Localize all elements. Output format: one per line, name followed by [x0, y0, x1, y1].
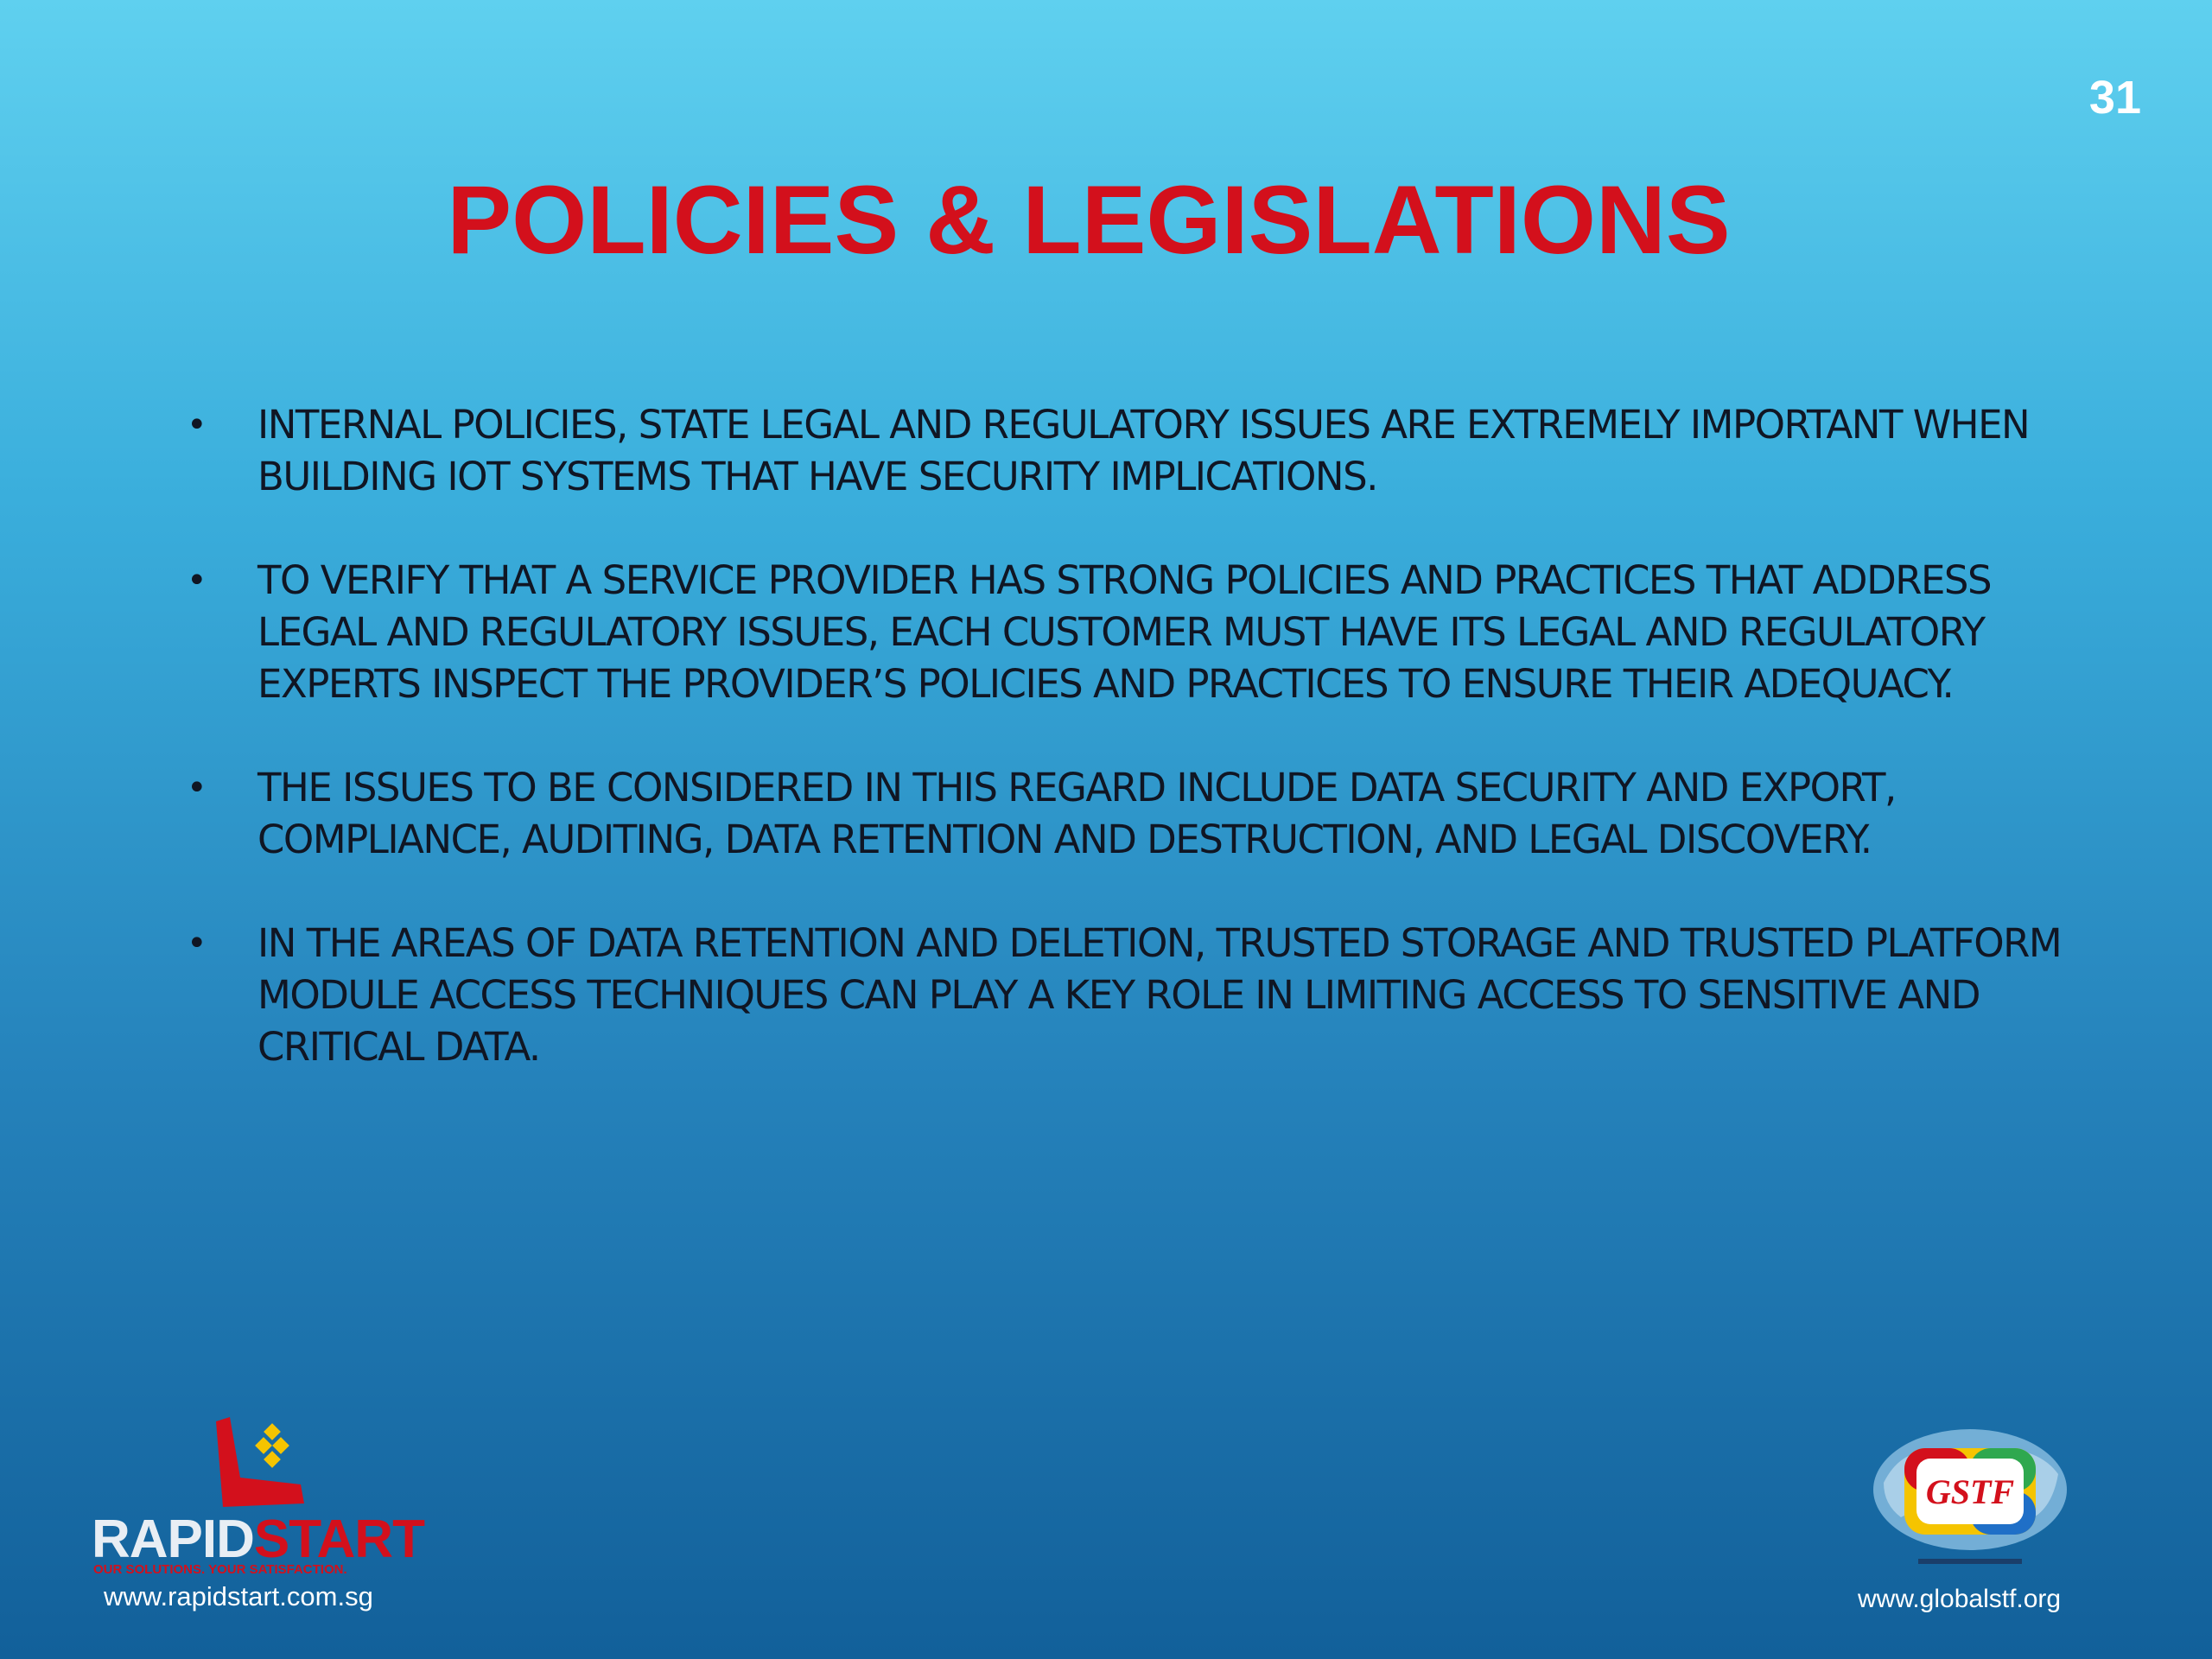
slide-number: 31 — [2088, 72, 2141, 124]
slide-title: POLICIES & LEGISLATIONS — [447, 166, 1731, 274]
rapidstart-logo — [86, 1417, 423, 1624]
bullet-item — [181, 762, 2091, 866]
rapidstart-mark-icon — [207, 1417, 311, 1512]
gstf-wordmark: GSTF — [1925, 1472, 2015, 1511]
gstf-globe-icon — [1866, 1422, 2074, 1578]
rapidstart-wordmark-part1: RAPID — [92, 1510, 254, 1569]
bullet-list — [181, 399, 2091, 1125]
bullet-text: THE ISSUES TO BE CONSIDERED IN THIS REGARD INCLUDE DATA SECURITY AND EXPORT, COMPLIANCE, AUDITING, DATA RETENTION AND DESTRUCTION, AND LEGAL DISCOVERY. — [257, 765, 1896, 862]
rapidstart-tagline: OUR SOLUTIONS. YOUR SATISFACTION. — [93, 1562, 347, 1577]
gstf-url: www.globalstf.org — [1858, 1585, 2062, 1613]
rapidstart-url: www.rapidstart.com.sg — [104, 1581, 373, 1611]
bullet-icon: • — [187, 561, 207, 601]
bullet-text: IN THE AREAS OF DATA RETENTION AND DELETION, TRUSTED STORAGE AND TRUSTED PLATFORM MODULE ACCESS TECHNIQUES CAN PLAY A KEY ROLE IN LIMITING ACCESS TO SENSITIVE AND CRITICAL DATA. — [257, 920, 2062, 1070]
bullet-icon: • — [187, 768, 207, 808]
bullet-text: INTERNAL POLICIES, STATE LEGAL AND REGULATORY ISSUES ARE EXTREMELY IMPORTANT WHEN BUILDING IOT SYSTEMS THAT HAVE SECURITY IMPLICATIONS. — [257, 402, 2030, 499]
rapidstart-wordmark-part2: START — [253, 1510, 424, 1569]
bullet-icon: • — [187, 405, 207, 445]
bullet-item — [181, 399, 2091, 503]
gstf-logo — [1849, 1422, 2100, 1630]
bullet-item — [181, 918, 2091, 1073]
bullet-icon: • — [187, 924, 207, 963]
bullet-text: TO VERIFY THAT A SERVICE PROVIDER HAS STRONG POLICIES AND PRACTICES THAT ADDRESS LEGAL AND REGULATORY ISSUES, EACH CUSTOMER MUST HAVE ITS LEGAL AND REGULATORY EXPERTS INSPECT THE PROVIDER’S POLICIES AND PRACTICES TO ENSURE THEIR ADEQUACY. — [257, 557, 1992, 707]
rapidstart-wordmark — [92, 1509, 424, 1570]
bullet-item — [181, 555, 2091, 710]
